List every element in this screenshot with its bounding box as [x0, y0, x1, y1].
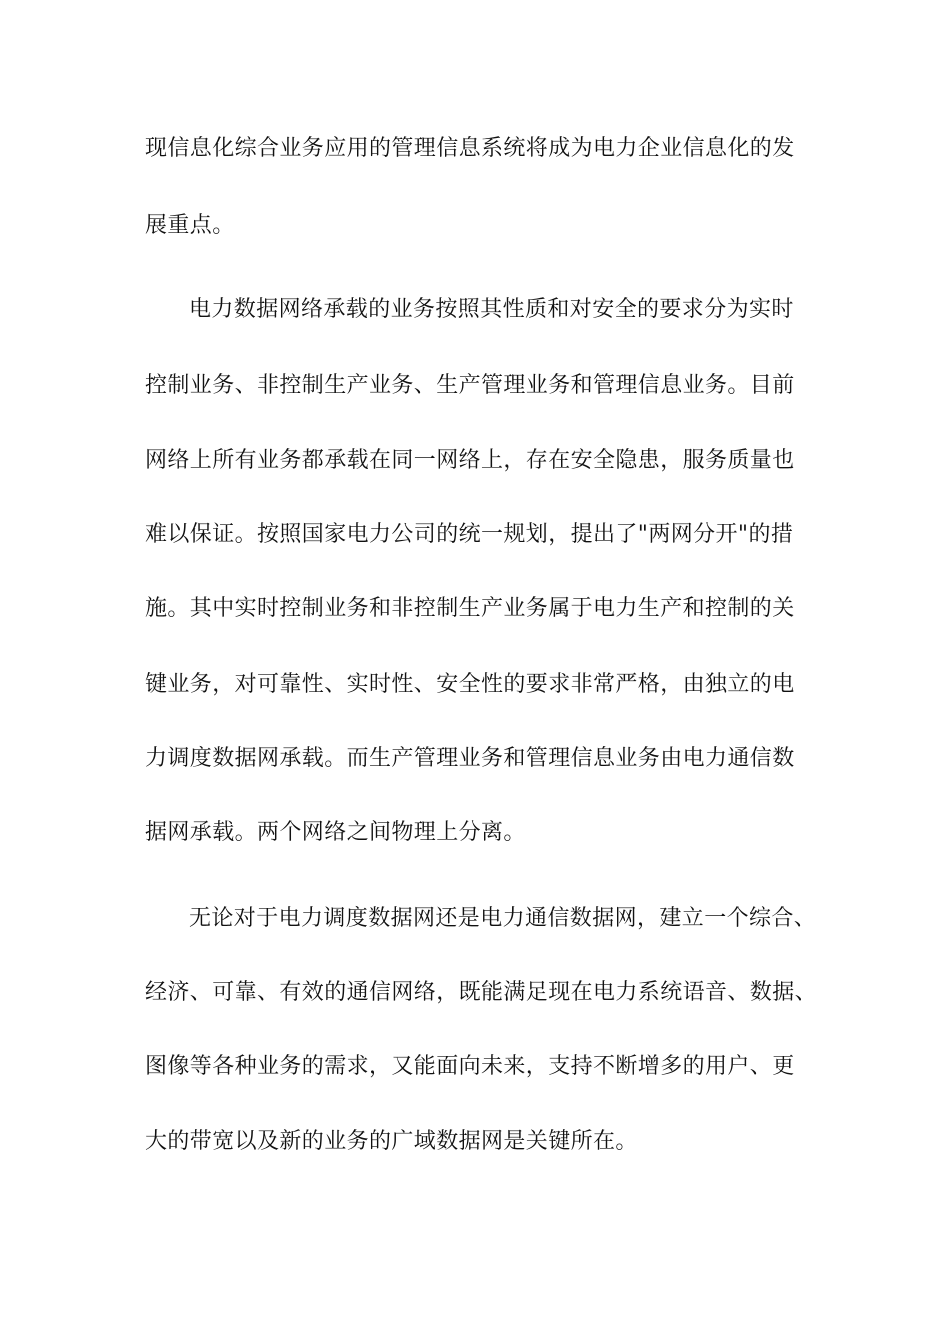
- paragraph-line: 图像等各种业务的需求，又能面向未来，支持不断增多的用户、更: [145, 1054, 795, 1079]
- paragraph-line: 大的带宽以及新的业务的广域数据网是关键所在。: [145, 1129, 638, 1154]
- paragraph-line: 展重点。: [145, 213, 235, 238]
- paragraph-line: 网络上所有业务都承载在同一网络上，存在安全隐患，服务质量也: [145, 448, 795, 473]
- paragraph-line: 经济、可靠、有效的通信网络，既能满足现在电力系统语音、数据、: [145, 980, 818, 1005]
- paragraph-line: 现信息化综合业务应用的管理信息系统将成为电力企业信息化的发: [145, 136, 795, 161]
- paragraph-line: 施。其中实时控制业务和非控制生产业务属于电力生产和控制的关: [145, 596, 795, 621]
- paragraph-line: 据网承载。两个网络之间物理上分离。: [145, 820, 526, 845]
- paragraph-line: 键业务，对可靠性、实时性、安全性的要求非常严格，由独立的电: [145, 672, 795, 697]
- paragraph-line: 控制业务、非控制生产业务、生产管理业务和管理信息业务。目前: [145, 373, 795, 398]
- paragraph-line: 电力数据网络承载的业务按照其性质和对安全的要求分为实时: [189, 297, 794, 322]
- paragraph-line: 无论对于电力调度数据网还是电力通信数据网，建立一个综合、: [189, 906, 817, 931]
- paragraph-line: 难以保证。按照国家电力公司的统一规划，提出了"两网分开"的措: [145, 522, 794, 547]
- paragraph-line: 力调度数据网承载。而生产管理业务和管理信息业务由电力通信数: [145, 746, 795, 771]
